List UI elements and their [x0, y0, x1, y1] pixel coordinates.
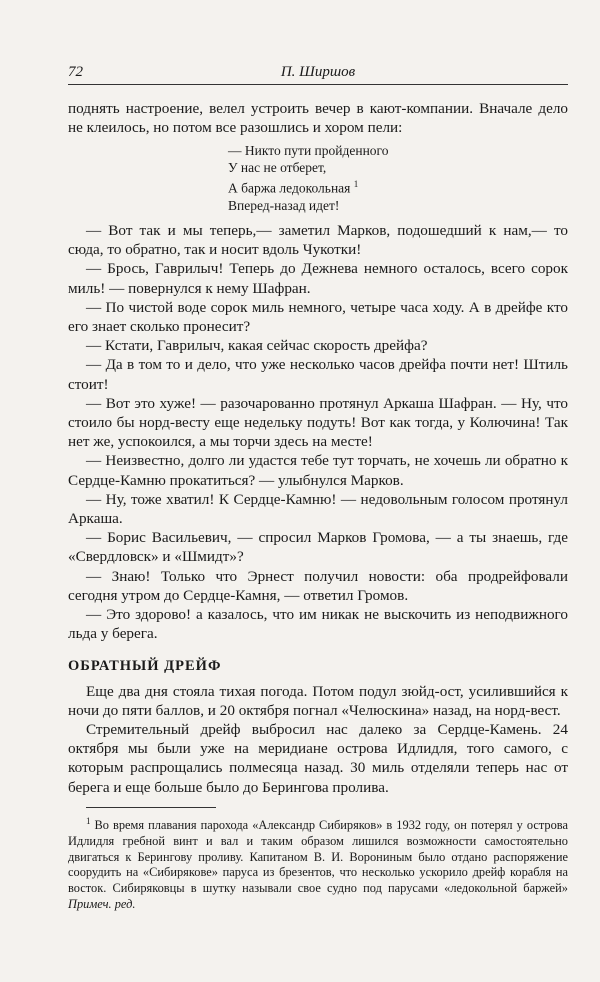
paragraph: Еще два дня стояла тихая погода. Потом подул зюйд-ост, усилившийся к ночи до пяти баллов, и 20 октября погнал «Челюскина» назад, на норд-вест. [68, 682, 568, 719]
paragraph: Стремительный дрейф выбросил нас далеко за Сердце-Камень. 24 октября мы были уже на меридиане острова Идлидля, того самого, с которым распрощались полмесяца назад. 30 миль отделяли теперь нас от берега и еще больше было до Берингова пролива. [68, 720, 568, 796]
verse-line-text: А баржа ледокольная [228, 180, 351, 196]
dialogue-line: — По чистой воде сорок миль немного, четыре часа ходу. А в дрейфе кто его знает сколько пронесит? [68, 298, 568, 335]
song-verse [228, 142, 568, 214]
footnote-text: Во время плавания парохода «Александр Сибиряков» в 1932 году, он потерял у острова Идлидля гребной винт и вал и таким образом лишился возможности самостоятельно двигаться к Берингову проливу. Капитаном В. И. Ворониным было отдано распоряжение соорудить на «Сибирякове» паруса из брезентов, что несколько ускорило дрейф корабля на восток. Сибиряковцы в шутку называли свое судно под парусами «ледокольной баржей» [68, 817, 568, 896]
dialogue-line: — Кстати, Гаврилыч, какая сейчас скорость дрейфа? [86, 337, 428, 355]
dialogue-line: — Знаю! Только что Эрнест получил новости: оба продрейфовали сегодня утром до Сердце-Камня, — ответил Громов. [68, 567, 568, 604]
paragraph: поднять настроение, велел устроить вечер в кают-компании. Вначале дело не клеилось, но потом все разошлись и хором пели: [68, 100, 568, 137]
running-author: П. Ширшов [280, 64, 356, 80]
footnote-divider [86, 807, 216, 808]
dialogue-line: — Ну, тоже хватил! К Сердце-Камню! — недовольным голосом протянул Аркаша. [68, 490, 568, 527]
section-heading: ОБРАТНЫЙ ДРЕЙФ [68, 658, 222, 675]
dialogue-line: — Вот это хуже! — разочарованно протянул Аркаша Шафран. — Ну, что стоило бы норд-весту еще недельку подуть! Вот как тогда, у Колючина! Так нет же, успокоился, а мы торчи здесь на месте! [68, 394, 568, 451]
page-number: 72 [68, 64, 83, 80]
main-text [68, 99, 568, 797]
footnote [68, 814, 568, 913]
dialogue-line: — Вот так и мы теперь,— заметил Марков, подошедший к нам,— то сюда, то обратно, так и носит вдоль Чукотки! [68, 221, 568, 259]
verse-line [228, 176, 568, 197]
book-page [68, 62, 568, 913]
footnote-mark: 1 [86, 815, 91, 826]
dialogue-line: — Неизвестно, долго ли удастся тебе тут торчать, не хочешь ли обратно к Сердце-Камню прокатиться? — улыбнулся Марков. [68, 452, 568, 489]
dialogue-line: — Брось, Гаврилыч! Теперь до Дежнева немного осталось, всего сорок миль! — повернулся к нему Шафран. [68, 260, 568, 297]
dialogue-line: — Борис Васильевич, — спросил Марков Громова, — а ты знаешь, где «Свердловск» и «Шмидт»? [68, 529, 568, 566]
verse-line: — Никто пути пройденного [228, 143, 389, 159]
verse-line: У нас не отберет, [228, 160, 327, 176]
dialogue-line: — Да в том то и дело, что уже несколько часов дрейфа почти нет! Штиль стоит! [68, 356, 568, 393]
running-header [68, 62, 568, 85]
footnote-mark: 1 [353, 179, 359, 190]
verse-line: Вперед-назад идет! [228, 197, 340, 213]
editor-note: Примеч. ред. [68, 896, 136, 911]
dialogue-line: — Это здорово! а казалось, что им никак не выскочить из неподвижного льда у берега. [68, 605, 568, 643]
